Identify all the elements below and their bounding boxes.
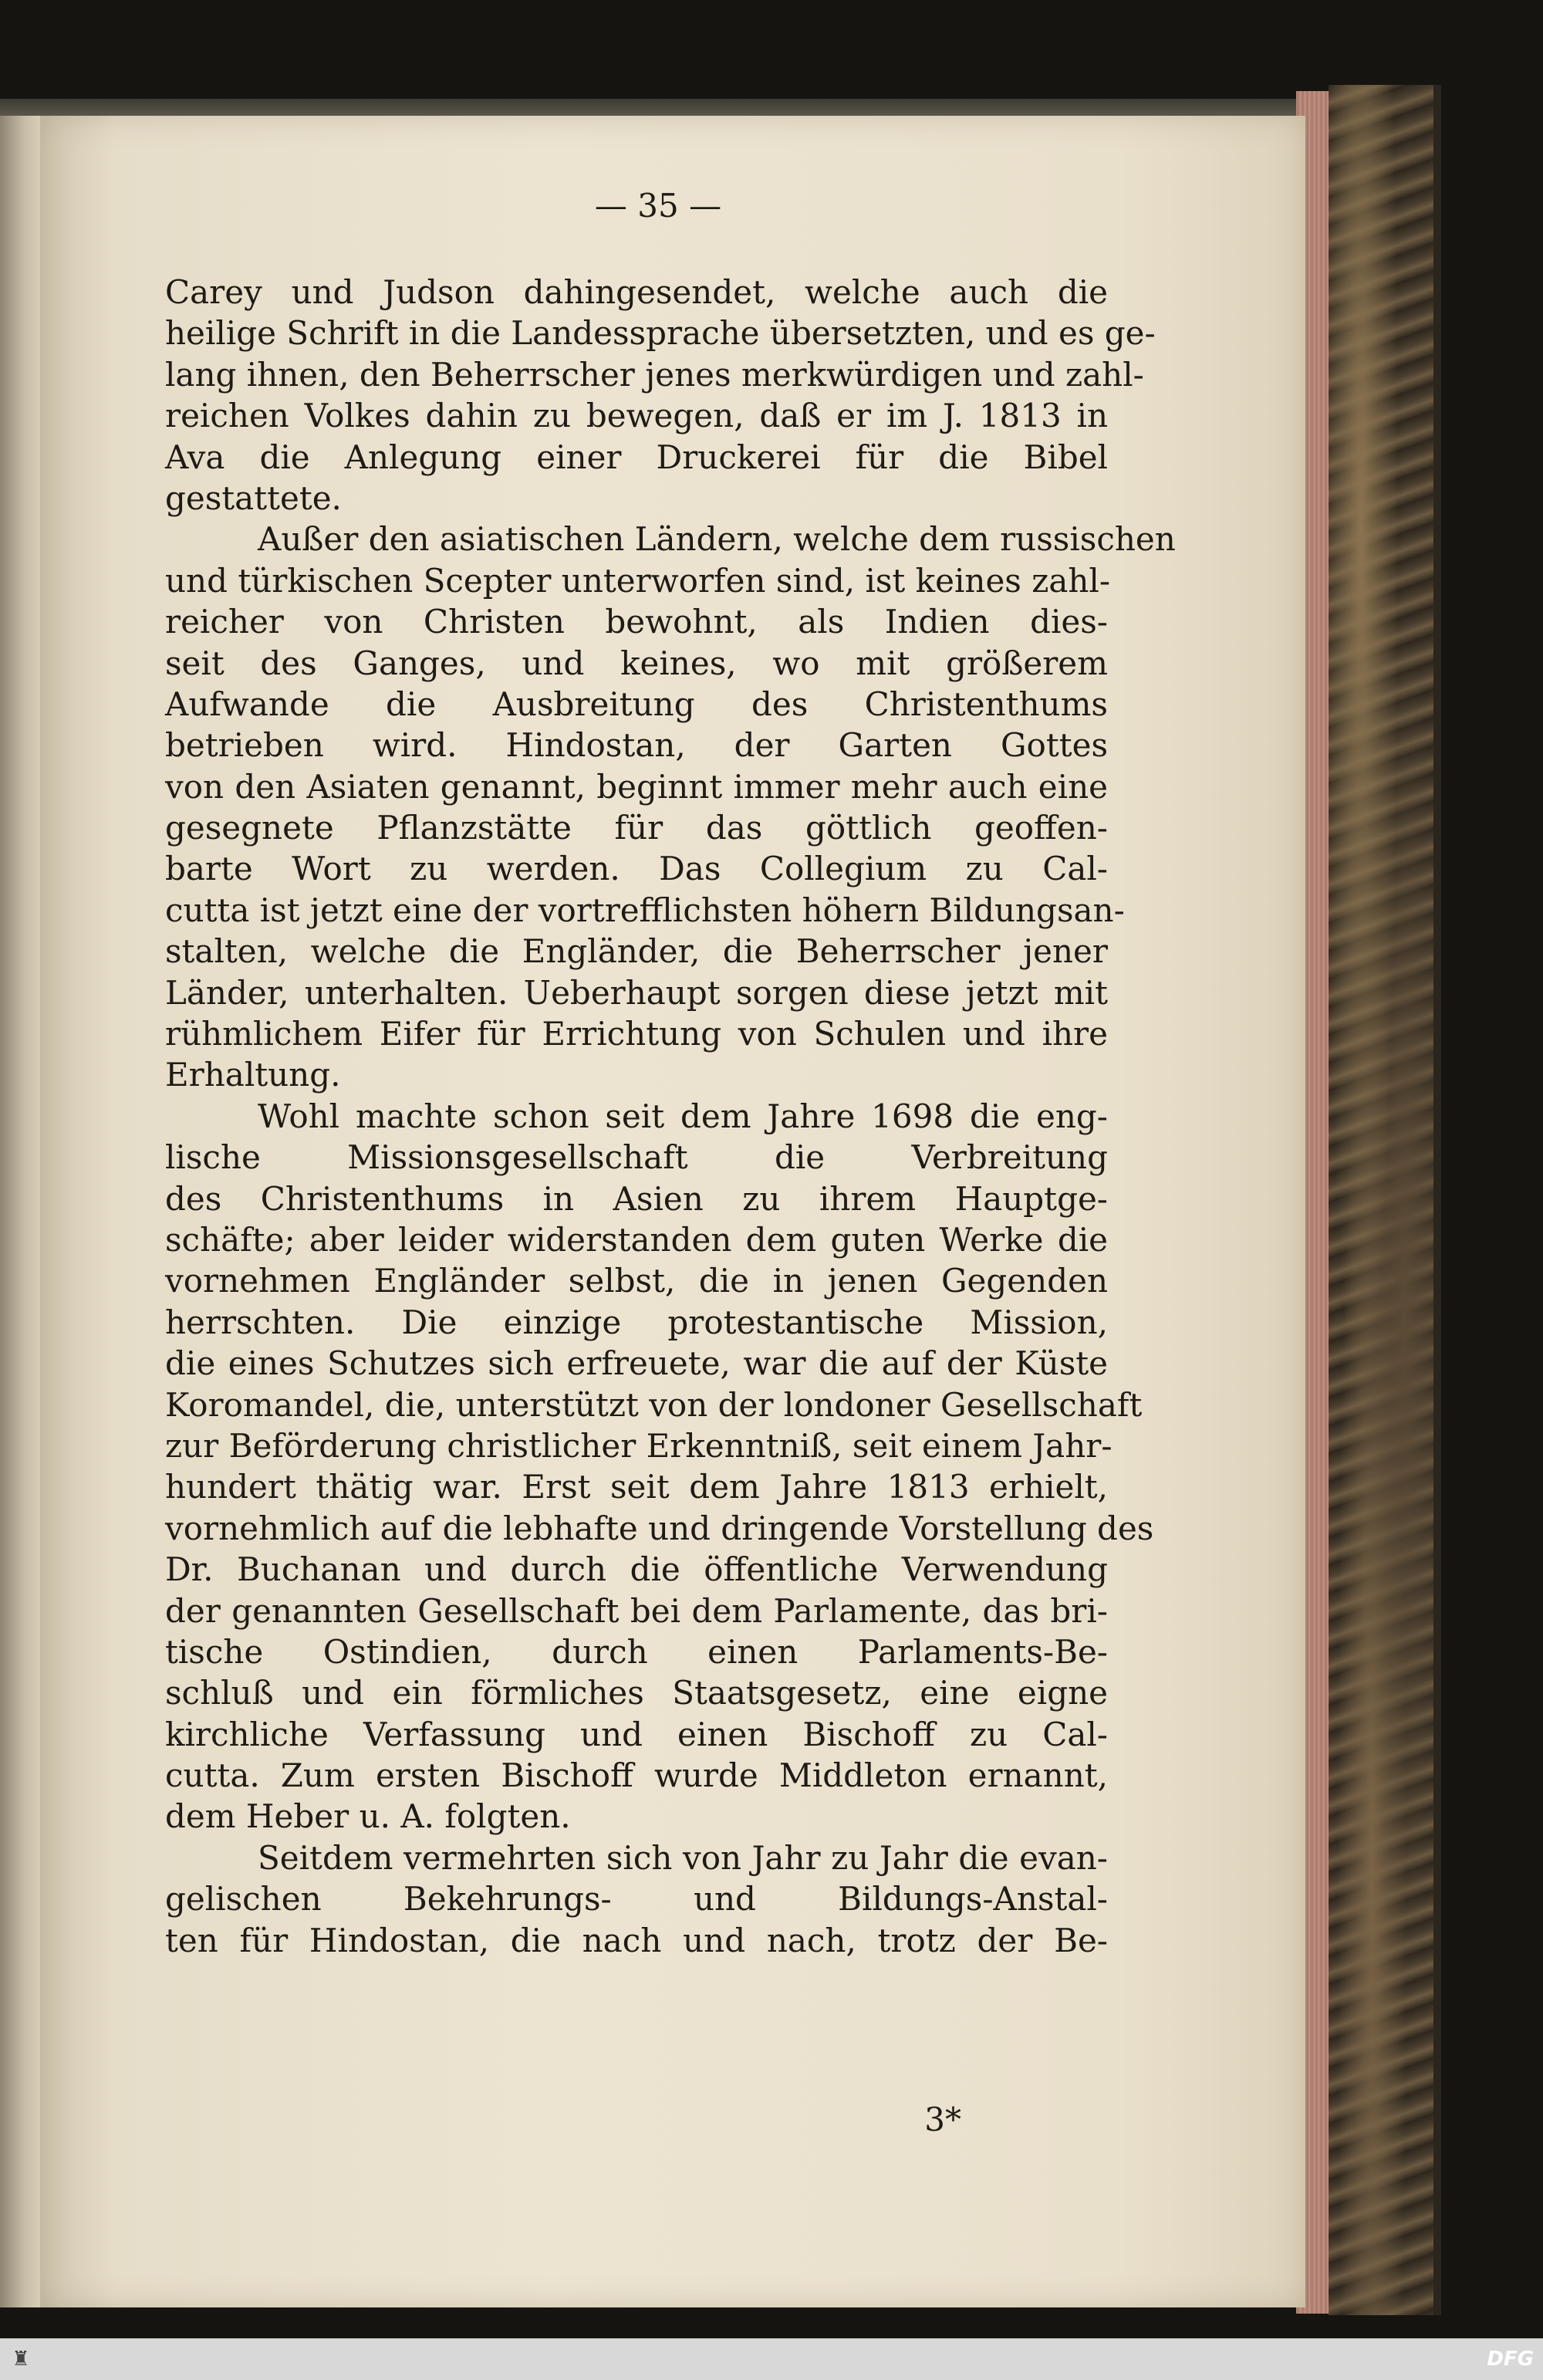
viewer-footer	[0, 2338, 1543, 2380]
text-line: gesegnete Pflanzstätte für das göttlich geoffen-	[165, 809, 1108, 847]
text-line: und türkischen Scepter unterworfen sind, ist keines zahl-	[165, 561, 1111, 600]
text-line: vornehmlich auf die lebhafte und dringende Vorstellung des	[165, 1509, 1154, 1547]
text-line: Ava die Anlegung einer Druckerei für die Bibel	[165, 438, 1108, 476]
text-line: die eines Schutzes sich erfreuete, war die auf der Küste	[165, 1344, 1108, 1383]
text-line: reichen Volkes dahin zu bewegen, daß er im J. 1813 in	[165, 397, 1108, 435]
text-line: Seitdem vermehrten sich von Jahr zu Jahr die evan-	[258, 1838, 1108, 1877]
text-line: Wohl machte schon seit dem Jahre 1698 die eng-	[258, 1097, 1108, 1135]
text-line: schäfte; aber leider widerstanden dem guten Werke die	[165, 1220, 1108, 1259]
text-line: stalten, welche die Engländer, die Beherrscher jener	[165, 932, 1108, 971]
text-line: schluß und ein förmliches Staatsgesetz, eine eigne	[165, 1674, 1108, 1712]
text-line: Außer den asiatischen Ländern, welche dem russischen	[258, 520, 1176, 559]
text-line: hundert thätig war. Erst seit dem Jahre 1813 erhielt,	[165, 1468, 1108, 1506]
text-line: kirchliche Verfassung und einen Bischoff zu Cal-	[165, 1715, 1108, 1753]
text-line: tische Ostindien, durch einen Parlaments-Be-	[165, 1632, 1108, 1671]
text-line: zur Beförderung christlicher Erkenntniß, seit einem Jahr-	[165, 1426, 1113, 1465]
text-line: heilige Schrift in die Landessprache übersetzten, und es ge-	[165, 314, 1156, 353]
signature-mark: 3*	[924, 2101, 961, 2138]
text-line: vornehmen Engländer selbst, die in jenen Gegenden	[165, 1262, 1108, 1300]
text-line: lische Missionsgesellschaft die Verbreitung	[165, 1138, 1108, 1177]
text-line: Aufwande die Ausbreitung des Christenthums	[165, 685, 1108, 723]
text-line: seit des Ganges, und keines, wo mit größerem	[165, 644, 1108, 682]
page-number: — 35 —	[594, 187, 722, 225]
text-line: ten für Hindostan, die nach und nach, trotz der Be-	[165, 1921, 1108, 1959]
text-line: gelischen Bekehrungs- und Bildungs-Anstal-	[165, 1880, 1108, 1919]
text-line: gestattete.	[165, 478, 342, 517]
text-line: rühmlichem Eifer für Errichtung von Schulen und ihre	[165, 1015, 1108, 1053]
text-line: Erhaltung.	[165, 1056, 341, 1094]
left-page-edge	[0, 116, 45, 2307]
text-line: cutta. Zum ersten Bischoff wurde Middleton ernannt,	[165, 1756, 1108, 1795]
text-line: Koromandel, die, unterstützt von der londoner Gesellschaft	[165, 1385, 1143, 1424]
text-line: dem Heber u. A. folgten.	[165, 1797, 571, 1836]
text-line: Carey und Judson dahingesendet, welche auch die	[165, 273, 1108, 311]
text-line: Länder, unterhalten. Ueberhaupt sorgen diese jetzt mit	[165, 973, 1108, 1012]
text-line: herrschten. Die einzige protestantische Mission,	[165, 1303, 1108, 1341]
text-line: cutta ist jetzt eine der vortrefflichsten höhern Bildungsan-	[165, 891, 1125, 929]
dfg-logo: DFG	[1487, 2348, 1534, 2371]
library-crest-icon: ♜	[12, 2348, 30, 2371]
text-line: von den Asiaten genannt, beginnt immer mehr auch eine	[165, 767, 1108, 806]
marbled-cover	[1329, 85, 1437, 2315]
text-line: Dr. Buchanan und durch die öffentliche Verwendung	[165, 1550, 1108, 1589]
text-line: barte Wort zu werden. Das Collegium zu Cal-	[165, 850, 1108, 888]
text-line: lang ihnen, den Beherrscher jenes merkwürdigen und zahl-	[165, 355, 1144, 394]
text-lines	[165, 272, 1176, 1961]
text-line: der genannten Gesellschaft bei dem Parlamente, das bri-	[165, 1591, 1108, 1630]
text-line: reicher von Christen bewohnt, als Indien dies-	[165, 603, 1108, 641]
text-line: des Christenthums in Asien zu ihrem Hauptge-	[165, 1179, 1108, 1218]
text-line: betrieben wird. Hindostan, der Garten Gottes	[165, 726, 1108, 765]
cover-edge	[1433, 85, 1441, 2315]
